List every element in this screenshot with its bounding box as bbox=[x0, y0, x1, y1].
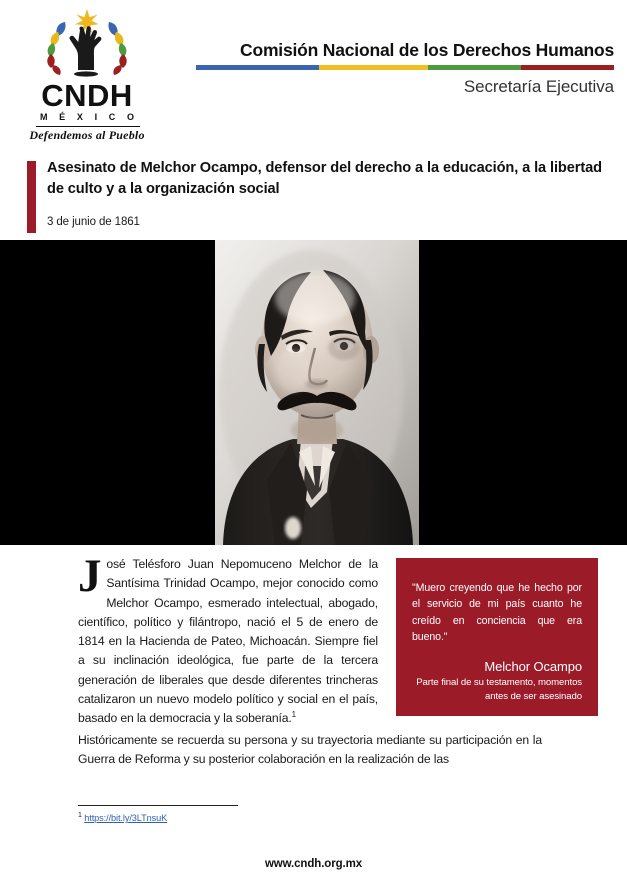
logo-divider bbox=[36, 126, 140, 127]
cndh-logo bbox=[24, 6, 150, 142]
footnote-link[interactable]: https://bit.ly/3LTnsuK bbox=[84, 813, 168, 824]
footer-website: www.cndh.org.mx bbox=[264, 858, 363, 870]
footnote-reference: 1 bbox=[291, 710, 296, 720]
laurel-right bbox=[108, 22, 126, 75]
quote-text: "Muero creyendo que he hecho por el servicio de mi país cuanto he creído en conciencia que era bueno." bbox=[412, 582, 582, 644]
header-identity bbox=[196, 40, 614, 97]
lead-column bbox=[78, 550, 378, 728]
second-paragraph: Históricamente se recuerda su persona y su trayectoria mediante su participación en la Guerra de Reforma y su posterior colaboración en la realización de las bbox=[78, 733, 542, 767]
quote-callout bbox=[396, 558, 598, 716]
laurel-left bbox=[47, 22, 65, 75]
drop-cap: J bbox=[78, 550, 102, 602]
page-title: Asesinato de Melchor Ocampo, defensor del derecho a la educación, a la libertad de culto y a la organización social bbox=[47, 160, 602, 197]
logo-country: M É X I C O bbox=[39, 112, 139, 122]
footnote bbox=[78, 812, 167, 823]
logo-acronym: CNDH bbox=[41, 78, 133, 113]
page-header bbox=[0, 0, 627, 150]
institution-name: Comisión Nacional de los Derechos Humanos bbox=[240, 40, 614, 60]
footnote-marker: 1 bbox=[78, 812, 82, 819]
raised-hand-icon bbox=[70, 26, 102, 76]
colorbar-segment-yellow bbox=[319, 65, 429, 70]
logo-tagline: Defendemos al Pueblo bbox=[29, 128, 145, 142]
hero-band bbox=[0, 240, 627, 545]
colorbar-segment-red bbox=[521, 65, 614, 70]
quote-author: Melchor Ocampo bbox=[484, 659, 582, 674]
unit-name: Secretaría Ejecutiva bbox=[463, 77, 614, 96]
lead-paragraph-text: osé Telésforo Juan Nepomuceno Melchor de la Santísima Trinidad Ocampo, mejor conocido como Melchor Ocampo, esmerado intelectual, abogado, científico, político y filántropo, nació el 5 de enero de 1814 en la Hacienda de Pateo, Michoacán. Siempre fiel a su inclinación ideológica, fue parte de la tercera generación de liberales que desde diferentes trincheras catalizaron un nuevo modelo político y social en el país, basado en la democracia y la soberanía. bbox=[78, 557, 378, 726]
colorbar-segment-blue bbox=[196, 65, 319, 70]
quote-source: Parte final de su testamento, momentos antes de ser asesinado bbox=[416, 677, 582, 703]
footnote-separator bbox=[78, 805, 238, 806]
lead-paragraph bbox=[78, 550, 378, 728]
colorbar-segment-green bbox=[428, 65, 521, 70]
document-date: 3 de junio de 1861 bbox=[47, 216, 140, 228]
portrait-melchor-ocampo bbox=[215, 240, 419, 545]
brand-colorbar bbox=[196, 65, 614, 70]
title-accent-bar bbox=[27, 161, 36, 233]
cndh-hand-laurel-star-emblem bbox=[34, 6, 140, 82]
title-block bbox=[0, 158, 627, 236]
